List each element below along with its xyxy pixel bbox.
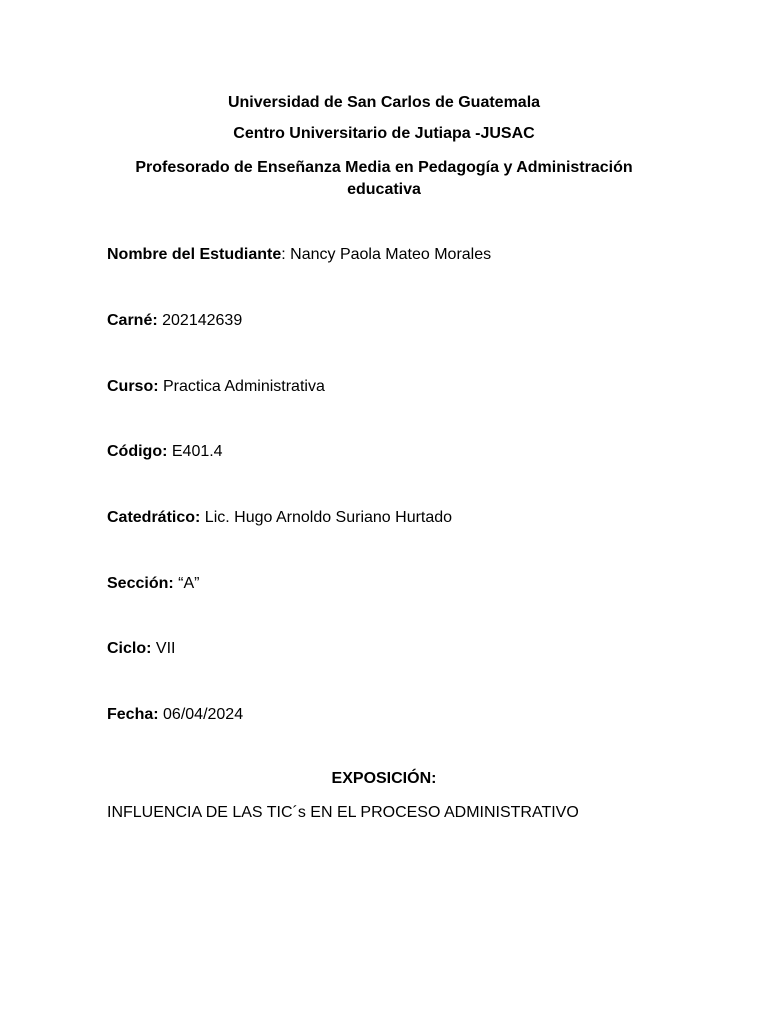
program-title-line-2: educativa [347,181,421,198]
date-value: 06/04/2024 [158,706,244,723]
exposition-topic: INFLUENCIA DE LAS TIC´s EN EL PROCESO ADMINISTRATIVO [107,804,579,821]
field-date [107,704,243,726]
course-label: Curso: [107,378,159,395]
date-label: Fecha: [107,706,159,723]
field-cycle [107,638,175,660]
field-code [107,441,223,463]
field-section [107,573,199,595]
field-student-name [107,244,491,266]
professor-value: Lic. Hugo Arnoldo Suriano Hurtado [200,509,453,526]
course-value: Practica Administrativa [158,378,325,395]
field-professor [107,507,452,529]
professor-label: Catedrático: [107,509,201,526]
cycle-value: VII [151,640,176,657]
field-carne [107,310,242,332]
student-name-label: Nombre del Estudiante [107,246,282,263]
program-title [0,157,768,201]
carne-value: 202142639 [157,312,243,329]
section-label: Sección: [107,575,174,592]
cycle-label: Ciclo: [107,640,152,657]
code-label: Código: [107,443,168,460]
program-title-line-1: Profesorado de Enseñanza Media en Pedagogía y Administración [135,159,633,176]
field-course [107,376,325,398]
student-name-value: : Nancy Paola Mateo Morales [281,246,492,263]
code-value: E401.4 [167,443,223,460]
carne-label: Carné: [107,312,158,329]
exposition-title: EXPOSICIÓN: [331,770,437,787]
section-value: “A” [173,575,200,592]
center-title: Centro Universitario de Jutiapa -JUSAC [233,125,535,142]
university-title: Universidad de San Carlos de Guatemala [227,94,541,111]
